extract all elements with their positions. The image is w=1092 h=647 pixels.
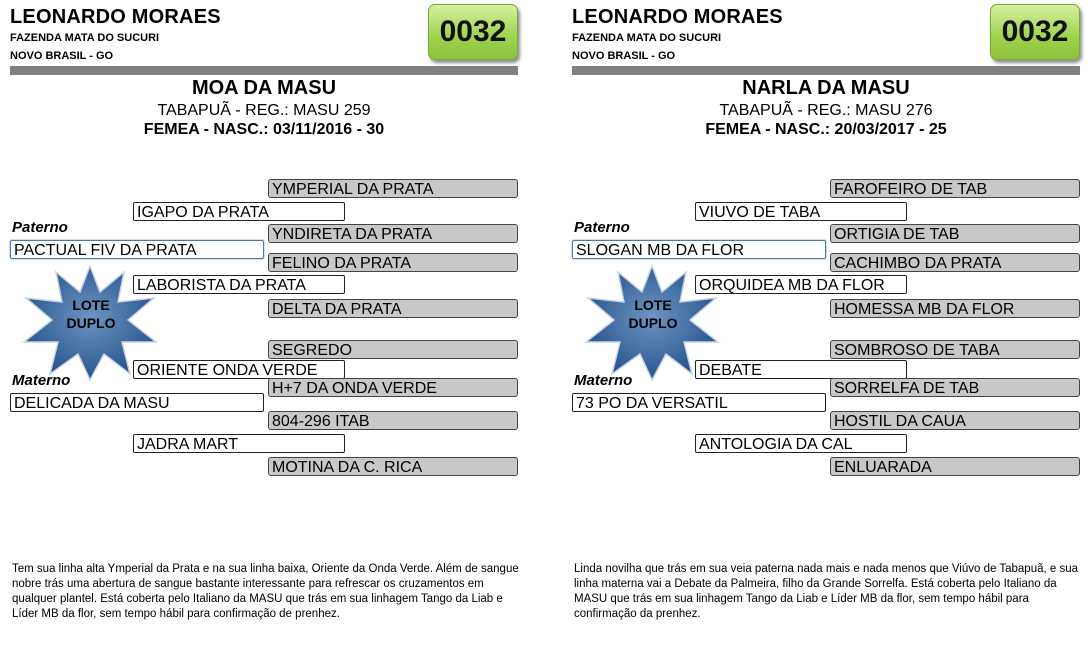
animal-registry: TABAPUÃ - REG.: MASU 276 xyxy=(719,102,933,119)
pedigree-pgd-sire: FELINO DA PRATA xyxy=(268,253,518,272)
pedigree-paternal-granddam: LABORISTA DA PRATA xyxy=(133,275,345,294)
pedigree-sire: SLOGAN MB DA FLOR xyxy=(572,240,826,259)
city-name: NOVO BRASIL - GO xyxy=(572,50,676,62)
badge-line1: LOTE xyxy=(634,297,672,313)
animal-registry: TABAPUÃ - REG.: MASU 259 xyxy=(157,102,371,119)
animal-name: MOA DA MASU xyxy=(191,77,337,99)
lot-number-badge: 0032 xyxy=(428,4,518,60)
pedigree-dam: 73 PO DA VERSATIL xyxy=(572,393,826,412)
pedigree-paternal-grandsire: VIUVO DE TABA xyxy=(695,202,907,221)
materno-label: Materno xyxy=(12,372,71,389)
pedigree-pgs-sire: YMPERIAL DA PRATA xyxy=(268,179,518,198)
owner-name: LEONARDO MORAES xyxy=(10,6,221,28)
pedigree-mgd-dam: ENLUARADA xyxy=(830,457,1080,476)
pedigree-mgd-dam: MOTINA DA C. RICA xyxy=(268,457,518,476)
pedigree-paternal-grandsire: IGAPO DA PRATA xyxy=(133,202,345,221)
pedigree-pgs-dam: ORTIGIA DE TAB xyxy=(830,224,1080,243)
pedigree-maternal-grandsire: DEBATE xyxy=(695,360,907,379)
header-divider xyxy=(572,66,1080,75)
lote-duplo-starburst-icon xyxy=(20,262,160,382)
city-name: NOVO BRASIL - GO xyxy=(10,50,114,62)
badge-line2: DUPLO xyxy=(66,315,116,331)
badge-line2: DUPLO xyxy=(628,315,678,331)
pedigree-maternal-granddam: JADRA MART xyxy=(133,434,345,453)
pedigree-pgs-dam: YNDIRETA DA PRATA xyxy=(268,224,518,243)
header-divider xyxy=(10,66,518,75)
pedigree-mgs-sire: SEGREDO xyxy=(268,340,518,359)
farm-name: FAZENDA MATA DO SUCURI xyxy=(572,32,722,44)
pedigree-mgd-sire: 804-296 ITAB xyxy=(268,411,518,430)
pedigree-pgd-sire: CACHIMBO DA PRATA xyxy=(830,253,1080,272)
lot-number-badge: 0032 xyxy=(990,4,1080,60)
animal-name: NARLA DA MASU xyxy=(742,77,910,99)
pedigree-mgd-sire: HOSTIL DA CAUA xyxy=(830,411,1080,430)
pedigree-paternal-granddam: ORQUIDEA MB DA FLOR xyxy=(695,275,907,294)
materno-label: Materno xyxy=(574,372,633,389)
farm-name: FAZENDA MATA DO SUCURI xyxy=(10,32,160,44)
pedigree-mgs-sire: SOMBROSO DE TABA xyxy=(830,340,1080,359)
pedigree-sire: PACTUAL FIV DA PRATA xyxy=(10,240,264,259)
lote-duplo-starburst-icon xyxy=(582,262,722,382)
animal-card-left xyxy=(10,0,530,647)
pedigree-pgd-dam: HOMESSA MB DA FLOR xyxy=(830,299,1080,318)
pedigree-maternal-grandsire: ORIENTE ONDA VERDE xyxy=(133,360,345,379)
pedigree-dam: DELICADA DA MASU xyxy=(10,393,264,412)
pedigree-pgd-dam: DELTA DA PRATA xyxy=(268,299,518,318)
pedigree-mgs-dam: H+7 DA ONDA VERDE xyxy=(268,378,518,397)
animal-card-right xyxy=(572,0,1092,647)
pedigree-mgs-dam: SORRELFA DE TAB xyxy=(830,378,1080,397)
animal-description: Tem sua linha alta Ymperial da Prata e na sua linha baixa, Oriente da Onda Verde. Além de sangue nobre trás uma abertura de sangue bastante interessante para refrescar os cruzamentos em qualquer plantel. Está coberta pelo Italiano da MASU que trás em sua linhagem Tango da Liab e Líder MB da flor, sem tempo hábil para confirmação de prenhez. xyxy=(12,563,519,620)
animal-description: Linda novilha que trás em sua veia paterna nada mais e nada menos que Viúvo de Tabapuã, e sua linha materna vai a Debate da Palmeira, filho da Grande Sorrelfa. Está coberta pelo Italiano da MASU que trás em sua linhagem Tango da Liab e Líder MB da flor, sem tempo hábil para confirmação da prenhez. xyxy=(574,563,1079,620)
owner-name: LEONARDO MORAES xyxy=(572,6,783,28)
pedigree-maternal-granddam: ANTOLOGIA DA CAL xyxy=(695,434,907,453)
animal-birth: FEMEA - NASC.: 20/03/2017 - 25 xyxy=(705,121,947,138)
pedigree-pgs-sire: FAROFEIRO DE TAB xyxy=(830,179,1080,198)
badge-line1: LOTE xyxy=(72,297,110,313)
paterno-label: Paterno xyxy=(12,219,68,236)
paterno-label: Paterno xyxy=(574,219,630,236)
animal-birth: FEMEA - NASC.: 03/11/2016 - 30 xyxy=(143,121,385,138)
